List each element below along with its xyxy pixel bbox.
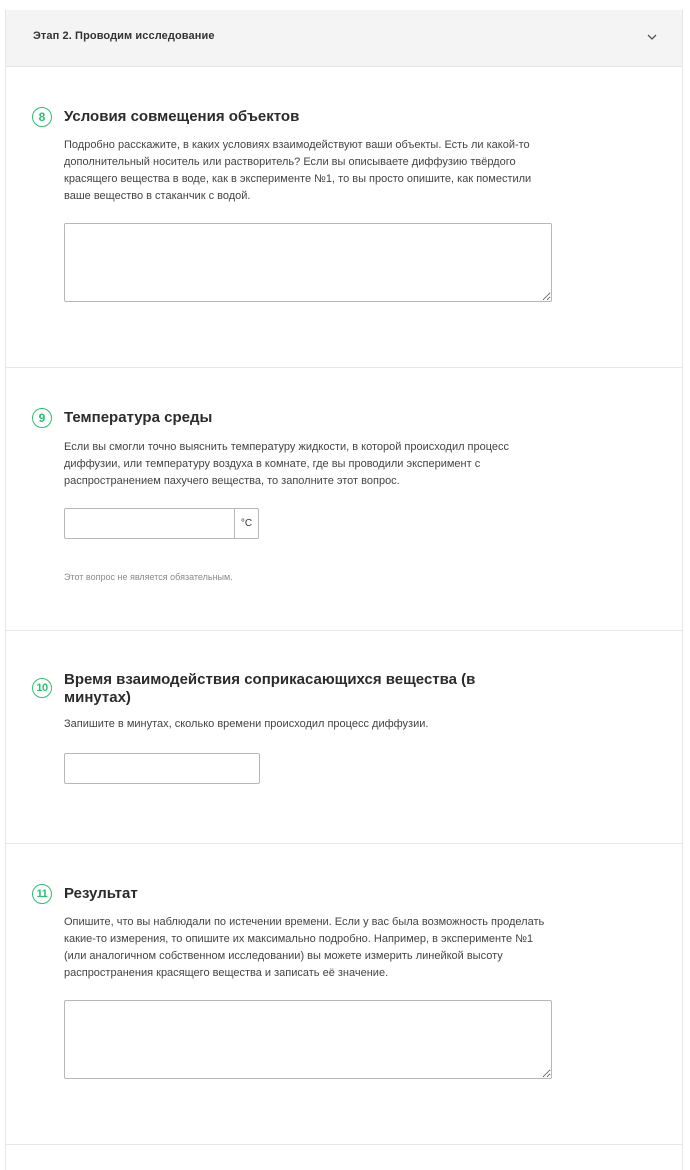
question-8 — [6, 67, 682, 368]
duration-minutes-input[interactable] — [64, 753, 260, 784]
question-number-badge: 10 — [32, 678, 52, 698]
temperature-unit-addon: °C — [235, 508, 259, 539]
stage-panel — [5, 10, 683, 1170]
chevron-down-icon[interactable] — [646, 32, 658, 42]
stage-header[interactable] — [6, 10, 682, 67]
temperature-input[interactable] — [64, 508, 235, 539]
result-answer-textarea[interactable] — [64, 1000, 552, 1079]
question-10 — [6, 631, 682, 844]
question-title: Результат — [64, 885, 138, 902]
question-description: Если вы смогли точно выяснить температуру жидкости, в которой происходил процесс диффузии, или температуру воздуха в комнате, где вы проводили эксперимент с распространением пахучего вещества, то заполните этот вопрос. — [64, 441, 510, 487]
question-title: Условия совмещения объектов — [64, 108, 300, 125]
stage-title: Этап 2. Проводим исследование — [33, 30, 215, 42]
question-description: Подробно расскажите, в каких условиях взаимодействуют ваши объекты. Есть ли какой-то дополнительный носитель или растворитель? Если вы описываете диффузию твёрдого красящего вещества в воде, как в эксперименте №1, то вы просто опишите, как поместили ваше вещество в стаканчик с водой. — [64, 139, 532, 202]
question-11 — [6, 844, 682, 1145]
question-9 — [6, 368, 682, 631]
question-number-badge: 8 — [32, 107, 52, 127]
question-title: Температура среды — [64, 409, 213, 426]
question-number-badge: 9 — [32, 408, 52, 428]
conditions-answer-textarea[interactable] — [64, 223, 552, 302]
question-title: Время взаимодействия соприкасающихся вещества (в минутах) — [64, 671, 476, 706]
question-number-badge: 11 — [32, 884, 52, 904]
optional-note: Этот вопрос не является обязательным. — [64, 572, 233, 582]
question-description: Опишите, что вы наблюдали по истечении времени. Если у вас была возможность проделать какие-то измерения, то опишите их максимально подробно. Например, в эксперименте №1 (или аналогичном собственном исследовании) вы можете измерить линейкой высоту распространения красящего вещества и записать её значение. — [64, 916, 545, 979]
question-description: Запишите в минутах, сколько времени происходил процесс диффузии. — [64, 718, 429, 730]
